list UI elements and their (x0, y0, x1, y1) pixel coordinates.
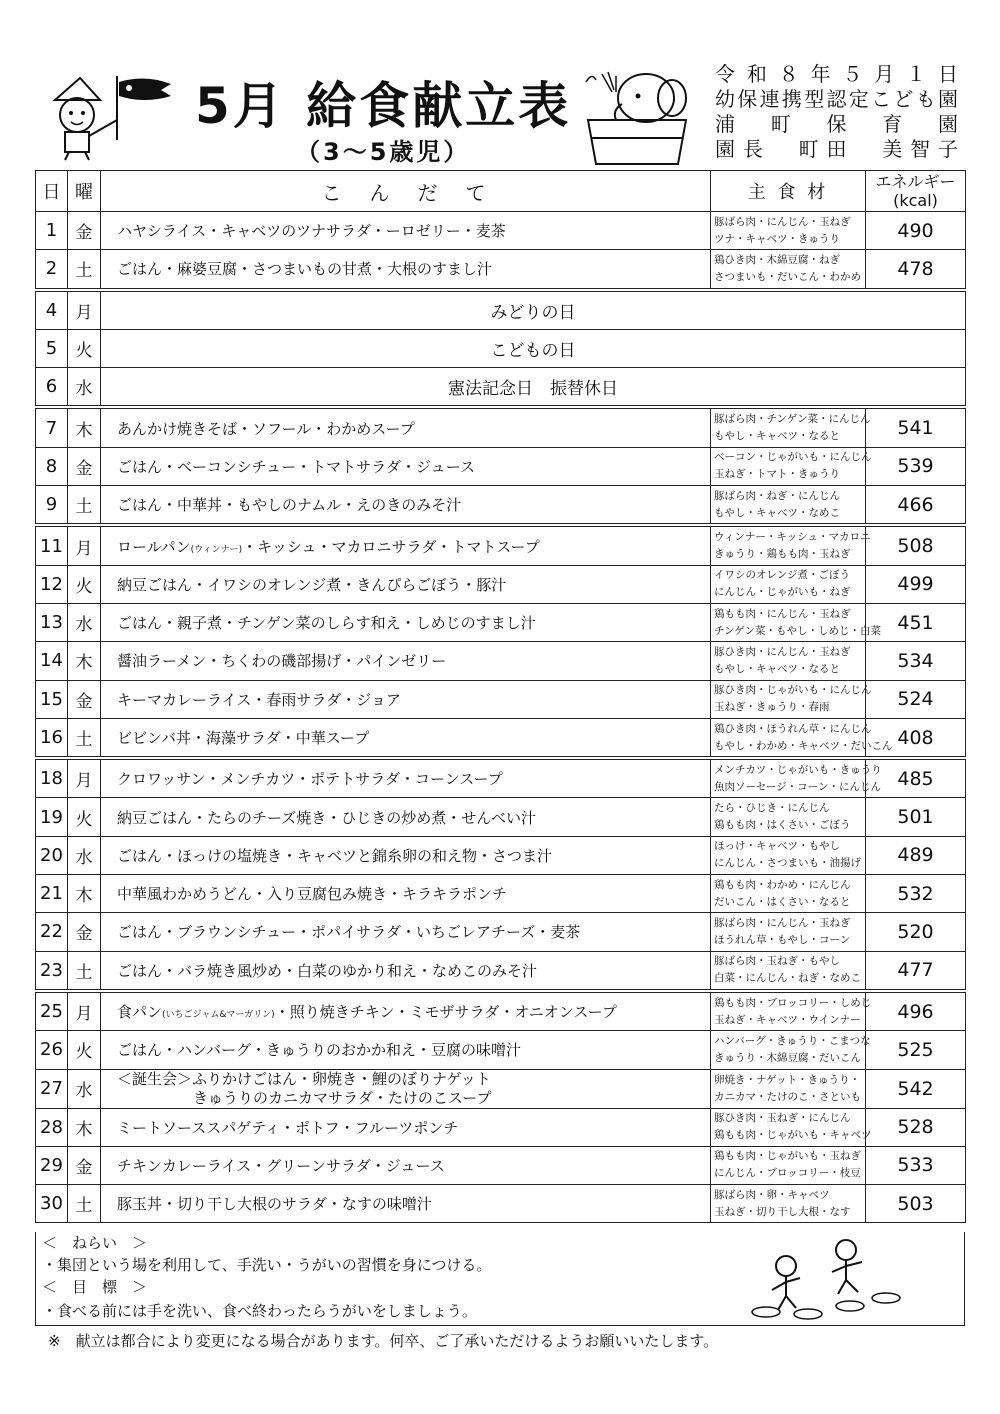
menu-rows (36, 212, 966, 1223)
cell-weekday: 火 (68, 565, 101, 603)
cell-ingredients (711, 525, 871, 565)
menu-main: 食パン (117, 1003, 163, 1022)
table-row (36, 642, 966, 680)
ingredients-line-1: 豚ばら肉・チンゲン菜・にんじん (714, 413, 871, 426)
ingredients-line-2: カニカマ・たけのこ・さといも (714, 1090, 861, 1103)
cell-energy: 542 (866, 1069, 966, 1108)
cell-menu (101, 1069, 711, 1108)
cell-menu: あんかけ焼きそば・ソフール・わかめスープ (101, 407, 711, 447)
cell-weekday: 土 (68, 486, 101, 526)
cell-menu: ごはん・バラ焼き風炒め・白菜のゆかり和え・なめこのみそ汁 (101, 951, 711, 991)
cell-day: 23 (36, 951, 68, 991)
cell-energy: 490 (866, 212, 966, 250)
ingredients-line-2: ほうれん草・もやし・コーン (714, 933, 851, 946)
cell-day: 26 (36, 1031, 68, 1069)
cell-menu (101, 525, 711, 565)
header-energy-unit: (kcal) (893, 191, 938, 210)
menu-rest: ・キッシュ・マカロニサラダ・トマトスープ (242, 537, 540, 556)
table-row (36, 486, 966, 526)
table-row (36, 798, 966, 836)
header-ingredients: 主 食 材 (711, 171, 866, 212)
ingredients-line-2: さつまいも・だいこん・わかめ (714, 270, 861, 283)
cell-weekday: 水 (68, 368, 101, 408)
cell-ingredients (711, 951, 866, 991)
cell-weekday: 火 (68, 329, 101, 367)
ingredients-line-2: 玉ねぎ・キャベツ・ウインナー (714, 1013, 861, 1026)
cell-day: 11 (36, 525, 68, 565)
table-row (36, 250, 966, 290)
cell-ingredients (711, 718, 893, 758)
child-with-koinobori-illustration (45, 70, 185, 162)
ingredients-line-2: 鶏もも肉・はくさい・ごぼう (714, 819, 851, 832)
ingredients-line-1: 鶏もも肉・にんじん・玉ねぎ (714, 607, 851, 620)
cell-weekday: 土 (68, 1185, 101, 1223)
cell-weekday: 土 (68, 718, 101, 758)
cell-weekday: 水 (68, 603, 101, 641)
cell-weekday: 木 (68, 1108, 101, 1146)
table-row (36, 525, 966, 565)
cell-energy: 478 (866, 250, 966, 290)
elephant-in-bath-illustration (582, 68, 692, 168)
cell-weekday: 月 (68, 991, 101, 1031)
cell-energy: 503 (866, 1185, 966, 1223)
ingredients-line-1: ウィンナー・キッシュ・マカロニ (714, 531, 871, 544)
cell-ingredients (711, 1031, 871, 1069)
table-row (36, 1069, 966, 1108)
ingredients-line-2: にんじん・さつまいも・油揚げ (714, 857, 861, 870)
table-row (36, 913, 966, 951)
cell-day: 7 (36, 407, 68, 447)
table-row (36, 718, 966, 758)
cell-energy: 489 (866, 836, 966, 874)
ingredients-line-2: もやし・キャベツ・なると (714, 430, 840, 443)
cell-day: 8 (36, 447, 68, 485)
ingredients-line-1: ベーコン・じゃがいも・にんじん (714, 451, 872, 464)
cell-weekday: 水 (68, 1069, 101, 1108)
table-row (36, 603, 966, 641)
cell-ingredients (711, 565, 866, 603)
header-weekday: 曜 (68, 171, 101, 212)
table-row (36, 447, 966, 485)
table-row (36, 1146, 966, 1184)
cell-energy: 501 (866, 798, 966, 836)
cell-weekday: 木 (68, 407, 101, 447)
ingredients-line-1: 鶏ひき肉・ほうれん草・にんじん (714, 722, 872, 735)
goal-label: ＜ 目 標 ＞ (42, 1278, 148, 1296)
cell-ingredients (711, 758, 882, 798)
ingredients-line-1: 豚ばら肉・玉ねぎ・もやし (714, 955, 840, 968)
cell-weekday: 金 (68, 447, 101, 485)
cell-day: 1 (36, 212, 68, 250)
ingredients-line-1: 鶏もも肉・ブロッコリー・しめじ (714, 996, 872, 1009)
cell-weekday: 金 (68, 1146, 101, 1184)
cell-ingredients (711, 603, 882, 641)
table-row (36, 368, 966, 408)
table-row (36, 680, 966, 718)
cell-holiday: こどもの日 (101, 329, 966, 367)
cell-day: 12 (36, 565, 68, 603)
cell-ingredients (711, 875, 866, 913)
cell-ingredients (711, 250, 866, 290)
cell-menu: ごはん・ブラウンシチュー・ポパイサラダ・いちごレアチーズ・麦茶 (101, 913, 711, 951)
footnote: ※ 献立は都合により変更になる場合があります。何卒、ご了承いただけるようお願いいたします。 (48, 1332, 719, 1350)
school-info (715, 62, 960, 162)
cell-day: 21 (36, 875, 68, 913)
cell-menu: 納豆ごはん・たらのチーズ焼き・ひじきの炒め煮・せんべい汁 (101, 798, 711, 836)
table-header-row (36, 171, 966, 212)
ingredients-line-2: 魚肉ソーセージ・コーン・にんじん (714, 780, 881, 793)
cell-ingredients (711, 1146, 866, 1184)
table-row (36, 991, 966, 1031)
cell-energy: 533 (866, 1146, 966, 1184)
cell-energy: 528 (866, 1108, 966, 1146)
table-row (36, 875, 966, 913)
cell-menu: ごはん・親子煮・チンゲン菜のしらす和え・しめじのすまし汁 (101, 603, 711, 641)
age-group-subtitle: （3～5歳児） (296, 138, 471, 166)
cell-menu: ハヤシライス・キャベツのツナサラダ・ーロゼリー・麦茶 (101, 212, 711, 250)
ingredients-line-2: 玉ねぎ・切り干し大根・なす (714, 1205, 851, 1218)
cell-ingredients (711, 212, 866, 250)
ingredients-line-1: 豚ばら肉・にんじん・玉ねぎ (714, 916, 851, 929)
cell-menu (101, 991, 711, 1031)
ingredients-line-2: きゅうり・木綿豆腐・だいこん (714, 1051, 861, 1064)
cell-weekday: 土 (68, 250, 101, 290)
aim-text: ・集団という場を利用して、手洗い・うがいの習慣を身につける。 (42, 1256, 492, 1274)
cell-day: 13 (36, 603, 68, 641)
ingredients-line-2: だいこん・はくさい・なると (714, 895, 851, 908)
cell-energy: 496 (866, 991, 966, 1031)
table-row (36, 212, 966, 250)
ingredients-line-2: にんじん・ブロッコリー・枝豆 (714, 1167, 861, 1180)
cell-day: 28 (36, 1108, 68, 1146)
table-row (36, 565, 966, 603)
ingredients-line-1: 豚ひき肉・にんじん・玉ねぎ (714, 645, 851, 658)
children-playing-illustration (746, 1236, 906, 1320)
school-name: 浦 町 保 育 園 (715, 112, 960, 136)
cell-menu: ごはん・ベーコンシチュー・トマトサラダ・ジュース (101, 447, 711, 485)
cell-menu: 醤油ラーメン・ちくわの磯部揚げ・パインゼリー (101, 642, 711, 680)
cell-day: 29 (36, 1146, 68, 1184)
menu-line-1: ＜誕生会＞ふりかけごはん・卵焼き・鯉のぼりナゲット (117, 1069, 491, 1088)
table-row (36, 290, 966, 330)
page-header (0, 0, 1000, 170)
cell-energy: 525 (866, 1031, 966, 1069)
ingredients-line-2: 白菜・にんじん・ねぎ・なめこ (714, 972, 861, 985)
cell-ingredients (711, 913, 866, 951)
ingredients-line-2: 玉ねぎ・きゅうり・春雨 (714, 701, 830, 714)
principal-name: 園長 町田 美智子 (715, 137, 960, 161)
cell-day: 5 (36, 329, 68, 367)
cell-day: 14 (36, 642, 68, 680)
ingredients-line-2: 玉ねぎ・トマト・きゅうり (714, 468, 840, 481)
cell-energy: 541 (866, 407, 966, 447)
header-menu: こ ん だ て (101, 171, 711, 212)
notes-box (35, 1232, 965, 1326)
cell-weekday: 土 (68, 951, 101, 991)
header-energy-label: エネルギー (875, 172, 956, 191)
ingredients-line-2: 鶏もも肉・じゃがいも・キャベツ (714, 1129, 872, 1142)
cell-day: 27 (36, 1069, 68, 1108)
table-row (36, 407, 966, 447)
ingredients-line-1: 豚ひき肉・玉ねぎ・にんじん (714, 1112, 851, 1125)
cell-day: 4 (36, 290, 68, 330)
ingredients-line-1: 鶏もも肉・わかめ・にんじん (714, 878, 851, 891)
ingredients-line-1: 鶏もも肉・じゃがいも・玉ねぎ (714, 1150, 861, 1163)
cell-energy: 477 (866, 951, 966, 991)
cell-energy: 451 (866, 603, 966, 641)
cell-weekday: 月 (68, 525, 101, 565)
cell-energy: 520 (866, 913, 966, 951)
cell-day: 15 (36, 680, 68, 718)
cell-energy: 534 (866, 642, 966, 680)
cell-day: 25 (36, 991, 68, 1031)
cell-day: 20 (36, 836, 68, 874)
ingredients-line-1: 豚ひき肉・じゃがいも・にんじん (714, 684, 872, 697)
cell-day: 19 (36, 798, 68, 836)
ingredients-line-1: ほっけ・キャベツ・もやし (714, 840, 840, 853)
cell-weekday: 木 (68, 875, 101, 913)
cell-ingredients (711, 1185, 866, 1223)
ingredients-line-1: イワシのオレンジ煮・ごぼう (714, 569, 850, 582)
ingredients-line-2: もやし・キャベツ・なると (714, 662, 840, 675)
ingredients-line-1: たら・ひじき・にんじん (714, 802, 830, 815)
cell-menu: クロワッサン・メンチカツ・ポテトサラダ・コーンスープ (101, 758, 711, 798)
cell-day: 6 (36, 368, 68, 408)
ingredients-line-1: 卵焼き・ナゲット・きゅうり・ (714, 1073, 861, 1086)
cell-ingredients (711, 447, 872, 485)
cell-energy: 485 (866, 758, 966, 798)
cell-energy: 499 (866, 565, 966, 603)
ingredients-line-1: ハンバーグ・きゅうり・こまつな (714, 1034, 871, 1047)
organization-type: 幼保連携型認定こども園 (715, 87, 960, 111)
cell-menu: ごはん・ハンバーグ・きゅうりのおかか和え・豆腐の味噌汁 (101, 1031, 711, 1069)
ingredients-line-2: ツナ・キャベツ・きゅうり (714, 232, 840, 245)
cell-ingredients (711, 407, 871, 447)
cell-menu: 納豆ごはん・イワシのオレンジ煮・きんぴらごぼう・豚汁 (101, 565, 711, 603)
cell-day: 9 (36, 486, 68, 526)
issue-date: 令和８年５月１日 (715, 62, 960, 86)
cell-day: 2 (36, 250, 68, 290)
ingredients-line-2: にんじん・じゃがいも・ねぎ (714, 586, 851, 599)
cell-weekday: 木 (68, 642, 101, 680)
header-energy (866, 171, 966, 212)
menu-note: (いちごジャム&マーガリン) (162, 1010, 275, 1021)
cell-weekday: 月 (68, 758, 101, 798)
table-row (36, 758, 966, 798)
cell-menu: ごはん・ほっけの塩焼き・キャベツと錦糸卵の和え物・さつま汁 (101, 836, 711, 874)
ingredients-line-1: 鶏ひき肉・木綿豆腐・ねぎ (714, 253, 840, 266)
cell-energy: 524 (866, 680, 966, 718)
cell-weekday: 月 (68, 290, 101, 330)
ingredients-line-1: 豚ばら肉・卵・キャベツ (714, 1188, 830, 1201)
cell-ingredients (711, 836, 866, 874)
cell-menu: 中華風わかめうどん・入り豆腐包み焼き・キラキラポンチ (101, 875, 711, 913)
cell-menu: ごはん・中華丼・もやしのナムル・えのきのみそ汁 (101, 486, 711, 526)
cell-energy: 532 (866, 875, 966, 913)
cell-menu: ごはん・麻婆豆腐・さつまいもの甘煮・大根のすまし汁 (101, 250, 711, 290)
cell-day: 22 (36, 913, 68, 951)
lunch-menu-table (35, 170, 966, 1223)
page-title: 5月 給食献立表 (195, 77, 572, 135)
cell-ingredients (711, 1108, 872, 1146)
table-row (36, 1108, 966, 1146)
cell-weekday: 水 (68, 836, 101, 874)
table-row (36, 1185, 966, 1223)
cell-energy: 408 (866, 718, 966, 758)
cell-weekday: 金 (68, 913, 101, 951)
ingredients-line-1: 豚ばら肉・にんじん・玉ねぎ (714, 215, 851, 228)
cell-menu: チキンカレーライス・グリーンサラダ・ジュース (101, 1146, 711, 1184)
goal-text: ・食べる前には手を洗い、食べ終わったらうがいをしましょう。 (42, 1302, 477, 1320)
table-row (36, 1031, 966, 1069)
cell-weekday: 金 (68, 212, 101, 250)
ingredients-line-1: メンチカツ・じゃがいも・きゅうり (714, 763, 882, 776)
cell-ingredients (711, 486, 866, 526)
menu-note: (ウィンナー) (190, 544, 243, 555)
cell-menu: 豚玉丼・切り干し大根のサラダ・なすの味噌汁 (101, 1185, 711, 1223)
cell-ingredients (711, 680, 872, 718)
cell-menu: キーマカレーライス・春雨サラダ・ジョア (101, 680, 711, 718)
cell-weekday: 火 (68, 1031, 101, 1069)
cell-day: 16 (36, 718, 68, 758)
table-row (36, 329, 966, 367)
cell-energy: 466 (866, 486, 966, 526)
cell-menu: ビビンバ丼・海藻サラダ・中華スープ (101, 718, 711, 758)
cell-ingredients (711, 798, 866, 836)
cell-energy: 539 (866, 447, 966, 485)
header-day: 日 (36, 171, 68, 212)
table-row (36, 951, 966, 991)
ingredients-line-2: もやし・キャベツ・なめこ (714, 506, 840, 519)
cell-holiday: 憲法記念日 振替休日 (101, 368, 966, 408)
cell-ingredients (711, 642, 866, 680)
menu-main: ロールパン (117, 537, 191, 556)
cell-weekday: 火 (68, 798, 101, 836)
menu-line-2: きゅうりのカニカマサラダ・たけのこスープ (193, 1088, 492, 1107)
aim-label: ＜ ねらい ＞ (42, 1234, 148, 1252)
cell-weekday: 金 (68, 680, 101, 718)
cell-holiday: みどりの日 (101, 290, 966, 330)
cell-day: 30 (36, 1185, 68, 1223)
ingredients-line-1: 豚ばら肉・ねぎ・にんじん (714, 489, 840, 502)
cell-ingredients (711, 991, 872, 1031)
menu-rest: ・照り焼きチキン・ミモザサラダ・オニオンスープ (274, 1003, 617, 1022)
cell-day: 18 (36, 758, 68, 798)
ingredients-line-2: チンゲン菜・もやし・しめじ・白菜 (714, 624, 882, 637)
table-row (36, 836, 966, 874)
ingredients-line-2: もやし・わかめ・キャベツ・だいこん (714, 739, 893, 752)
cell-ingredients (711, 1069, 866, 1108)
ingredients-line-2: きゅうり・鶏もも肉・玉ねぎ (714, 548, 851, 561)
cell-menu: ミートソーススパゲティ・ポトフ・フルーツポンチ (101, 1108, 711, 1146)
cell-energy: 508 (866, 525, 966, 565)
